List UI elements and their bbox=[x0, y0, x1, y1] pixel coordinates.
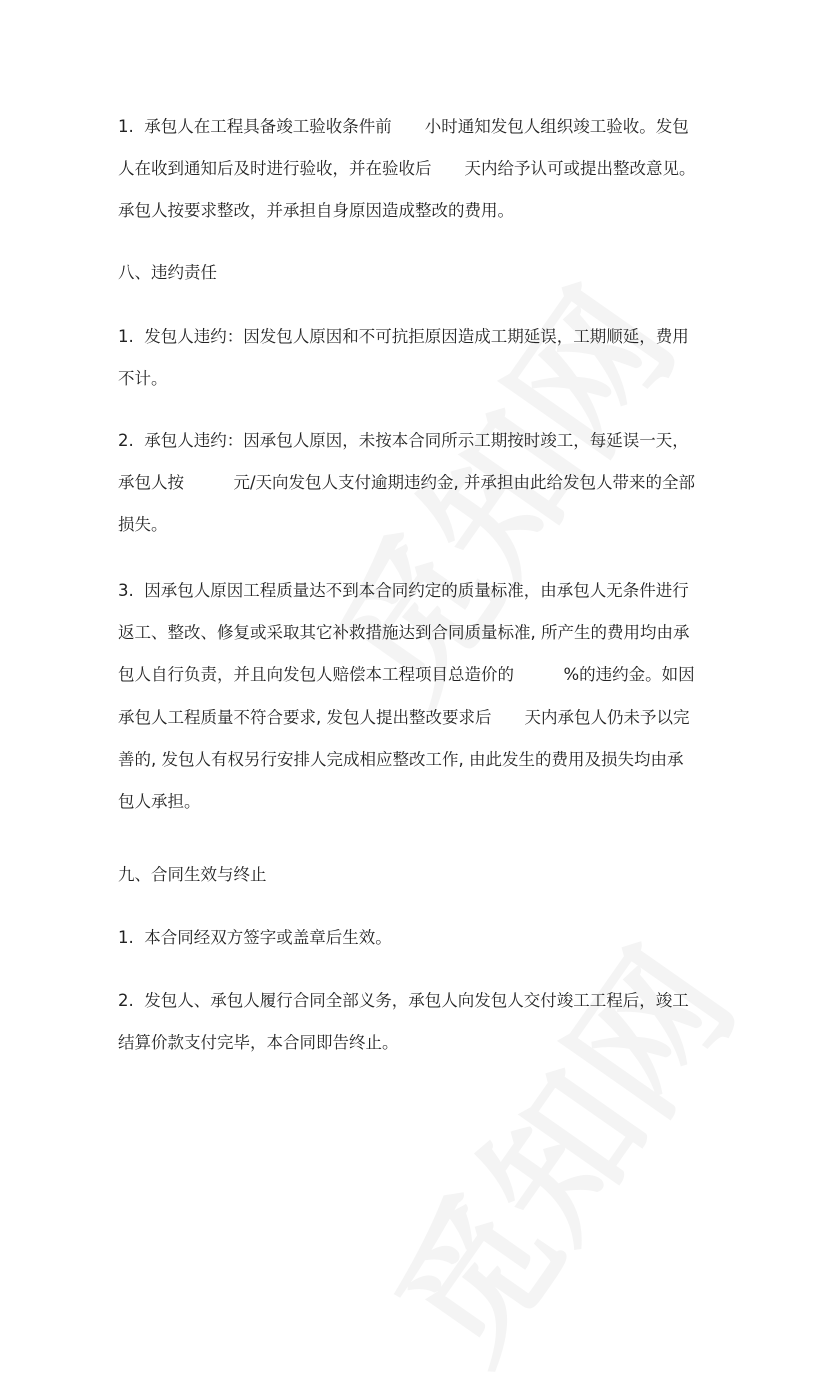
paragraph-line: 1. 承包人在工程具备竣工验收条件前 小时通知发包人组织竣工验收。发包 bbox=[118, 117, 689, 136]
paragraph-line: 1. 发包人违约：因发包人原因和不可抗拒原因造成工期延误，工期顺延，费用 bbox=[118, 327, 689, 346]
paragraph-line: 返工、整改、修复或采取其它补救措施达到合同质量标准, 所产生的费用均由承 bbox=[118, 623, 690, 642]
watermark bbox=[337, 902, 772, 1394]
paragraph-line: 人在收到通知后及时进行验收，并在验收后 天内给予认可或提出整改意见。 bbox=[118, 159, 696, 178]
paragraph-line: 善的, 发包人有权另行安排人完成相应整改工作, 由此发生的费用及损失均由承 bbox=[118, 750, 684, 769]
section-heading: 八、违约责任 bbox=[118, 263, 217, 282]
paragraph-line: 包人承担。 bbox=[118, 792, 201, 811]
paragraph-line: 承包人按 元/天向发包人支付逾期违约金, 并承担由此给发包人带来的全部 bbox=[118, 473, 696, 492]
paragraph-line: 承包人按要求整改，并承担自身原因造成整改的费用。 bbox=[118, 201, 514, 220]
paragraph-line: 3. 因承包人原因工程质量达不到本合同约定的质量标准，由承包人无条件进行 bbox=[118, 581, 689, 600]
paragraph-line: 2. 承包人违约：因承包人原因，未按本合同所示工期按时竣工，每延误一天， bbox=[118, 431, 689, 450]
section-heading: 九、合同生效与终止 bbox=[118, 865, 267, 884]
paragraph-line: 包人自行负责，并且向发包人赔偿本工程项目总造价的 %的违约金。如因 bbox=[118, 665, 695, 684]
paragraph-line: 不计。 bbox=[118, 369, 168, 388]
paragraph-line: 1. 本合同经双方签字或盖章后生效。 bbox=[118, 928, 392, 947]
paragraph-line: 2. 发包人、承包人履行合同全部义务，承包人向发包人交付竣工工程后，竣工 bbox=[118, 991, 689, 1010]
paragraph-line: 损失。 bbox=[118, 515, 168, 534]
paragraph-line: 结算价款支付完毕，本合同即告终止。 bbox=[118, 1033, 399, 1052]
paragraph-line: 承包人工程质量不符合要求, 发包人提出整改要求后 天内承包人仍未予以完 bbox=[118, 708, 690, 727]
